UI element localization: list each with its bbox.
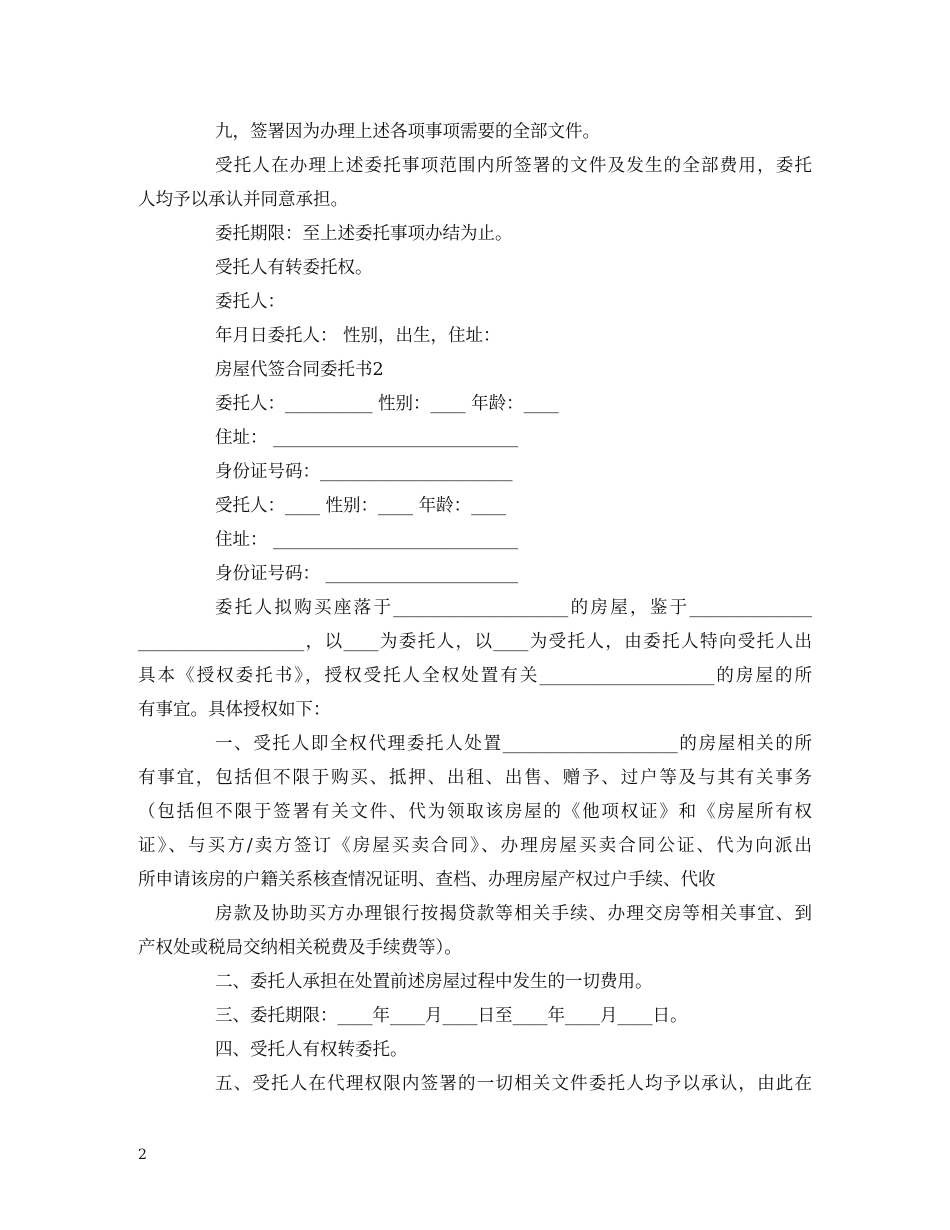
- paragraph-line: ___________________，以____为委托人，以____为受托人，由委托人特向受托人出: [138, 632, 812, 652]
- paragraph-line: 受托人有转委托权。: [215, 258, 373, 278]
- paragraph-line: 五、受托人在代理权限内签署的一切相关文件委托人均予以承认，由此在: [215, 1074, 812, 1094]
- form-line: 受托人：____ 性别：____ 年龄：____: [215, 496, 507, 516]
- paragraph-line: （包括但不限于签署有关文件、代为领取该房屋的《他项权证》和《房屋所有权: [138, 802, 812, 822]
- page-number: 2: [138, 1147, 147, 1163]
- paragraph-line: 委托期限：至上述委托事项办结为止。: [215, 224, 513, 244]
- section-title: 房屋代签合同委托书2: [215, 360, 384, 380]
- form-line: 住址： ____________________________: [215, 530, 519, 550]
- paragraph-line: 有事宜，包括但不限于购买、抵押、出租、出售、赠予、过户等及与其有关事务: [138, 768, 812, 788]
- paragraph-line: 所申请该房的户籍关系核查情况证明、查档、办理房屋产权过户手续、代收: [138, 870, 716, 890]
- paragraph-line: 二、委托人承担在处置前述房屋过程中发生的一切费用。: [215, 972, 653, 992]
- form-line: 委托人：__________ 性别：____ 年龄：____: [215, 394, 559, 414]
- form-line: 住址： ____________________________: [215, 428, 519, 448]
- paragraph-line: 房款及协助买方办理银行按揭贷款等相关手续、办理交房等相关事宜、到: [215, 904, 812, 924]
- paragraph-line: 一、受托人即全权代理委托人处置____________________的房屋相关的所: [215, 734, 812, 754]
- paragraph-line: 委托人拟购买座落于____________________的房屋，鉴于______________: [215, 598, 812, 618]
- paragraph-line: 九，签署因为办理上述各项事项需要的全部文件。: [215, 122, 600, 142]
- paragraph-line: 四、受托人有权转委托。: [215, 1040, 408, 1060]
- paragraph-line: 三、委托期限：____年____月____日至____年____月____日。: [215, 1006, 688, 1026]
- paragraph-line: 有事宜。具体授权如下：: [138, 700, 331, 720]
- paragraph-line: 委托人：: [215, 292, 285, 312]
- form-line: 身份证号码：______________________: [215, 462, 513, 482]
- form-line: 身份证号码： ______________________: [215, 564, 519, 584]
- paragraph-line: 受托人在办理上述委托事项范围内所签署的文件及发生的全部费用，委托: [215, 156, 812, 176]
- paragraph-line: 产权处或税局交纳相关税费及手续费等）。: [138, 938, 462, 958]
- paragraph-line: 年月日委托人： 性别，出生，住址：: [215, 326, 501, 346]
- paragraph-line: 人均予以承认并同意承担。: [138, 190, 348, 210]
- paragraph-line: 具本《授权委托书》，授权受托人全权处置有关____________________的房屋的所: [138, 666, 812, 686]
- paragraph-line: 证》、与买方/卖方签订《房屋买卖合同》、办理房屋买卖合同公证、代为向派出: [138, 836, 812, 856]
